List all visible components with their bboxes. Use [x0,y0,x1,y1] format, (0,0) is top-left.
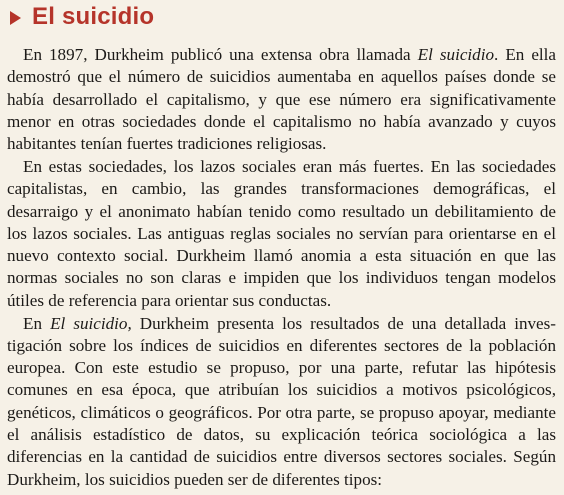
paragraph-2-text: En estas sociedades, los lazos sociales eran más fuertes. En las sociedades capitalistas, en cambio, las grandes transformaciones demográficas, el desarraigo y el anonimato habían tenido como resultado un debilitamiento de los lazos sociales. Las antiguas reglas sociales no servían para orientarse en el nuevo contexto social. Durkheim llamó anomia a esta situación en que las normas sociales no son claras e impiden que los individuos tengan modelos útiles de referencia para orientar sus conductas. [7,156,556,310]
paragraph-2 [7,156,556,312]
paragraph-1-text-cont: . En ella demostró que el número de suicidios aumentaba en aquellos países donde se había desarrollado el capitalismo, y que ese número era significativamente menor en otras sociedades donde el capitalismo no había avanzado y cuyos habitantes tenían fuertes tradiciones religiosas. [7,45,557,154]
section-title: El suicidio [32,3,155,30]
paragraph-3-text: En [23,313,51,333]
paragraph-3-text-cont: Durkheim presenta los resultados de una detallada investigación sobre los índices de suicidios en diferentes sectores de la población europea. Con este estudio se propuso, por una parte, refutar las hipótesis comunes en esa época, que atribuían los suicidios a motivos psicológicos, genéticos, climáticos o geográficos. Por otra parte, se propuso apoyar, mediante el análisis estadístico de datos, su explicación teórica sociológica a las diferencias en la cantidad de suicidios entre diversos sectores sociales. Según Durkheim, los suicidios pueden ser de diferentes tipos: [7,313,556,489]
body-text [7,44,556,491]
paragraph-1-text: En 1897, Durkheim publicó una extensa obra llamada [23,45,418,64]
book-title-italic: El suicidio [417,45,495,64]
book-title-italic: El suicidio, [50,313,132,333]
triangle-bullet-icon [10,11,21,25]
paragraph-1 [7,44,556,155]
paragraph-3 [7,313,556,491]
section-heading [10,0,154,34]
